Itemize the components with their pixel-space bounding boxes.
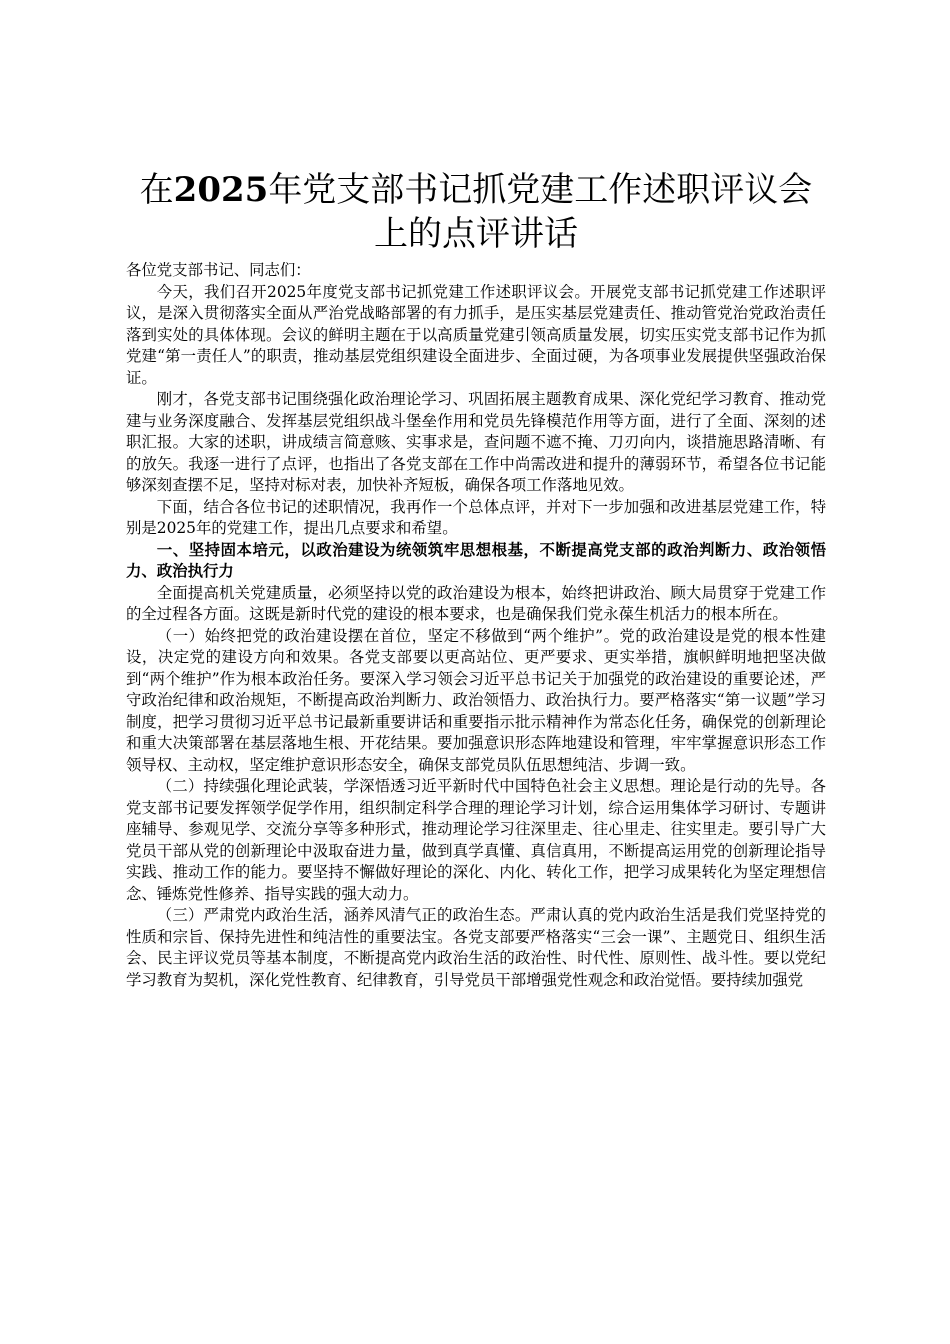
title-prefix: 在 [139,170,174,210]
intro-paragraph-3: 下面，结合各位书记的述职情况，我再作一个总体点评，并对下一步加强和改进基层党建工作，特别是2025年的党建工作，提出几点要求和希望。 [126,497,826,537]
section-1-paragraph-3: （二）持续强化理论武装，学深悟透习近平新时代中国特色社会主义思想。理论是行动的先导。各党支部书记要发挥领学促学作用，组织制定科学合理的理论学习计划，综合运用集体学习研讨、专题讲座辅导、参观见学、交流分享等多种形式，推动理论学习往深里走、往心里走、往实里走。要引导广大党员干部从党的创新理论中汲取奋进力量，做到真学真懂、真信真用，不断提高运用党的创新理论指导实践、推动工作的能力。要坚持不懈做好理论的深化、内化、转化工作，把学习成果转化为坚定理想信念、锤炼党性修养、指导实践的强大动力。 [126,777,826,903]
section-1-heading: 一、坚持固本培元，以政治建设为统领筑牢思想根基，不断提高党支部的政治判断力、政治领悟力、政治执行力 [126,540,826,580]
title-suffix: 年党支部书记抓党建工作述职评议会 [268,170,813,210]
intro-paragraph-1: 今天，我们召开2025年度党支部书记抓党建工作述职评议会。开展党支部书记抓党建工作述职评议，是深入贯彻落实全面从严治党战略部署的有力抓手，是压实基层党建责任、推动管党治党政治责任落到实处的具体体现。会议的鲜明主题在于以高质量党建引领高质量发展，切实压实党支部书记作为抓党建“第一责任人”的职责，推动基层党组织建设全面进步、全面过硬，为各项事业发展提供坚强政治保证。 [126,282,826,387]
salutation: 各位党支部书记、同志们： [126,261,311,279]
document-title [126,168,826,256]
section-1-paragraph-4: （三）严肃党内政治生活，涵养风清气正的政治生态。严肃认真的党内政治生活是我们党坚持党的性质和宗旨、保持先进性和纯洁性的重要法宝。各党支部要严格落实“三会一课”、主题党日、组织生活会、民主评议党员等基本制度，不断提高党内政治生活的政治性、时代性、原则性、战斗性。要以党纪学习教育为契机，深化党性教育、纪律教育，引导党员干部增强党性观念和政治觉悟。要持续加强党 [126,906,826,989]
intro-paragraph-2: 刚才，各党支部书记围绕强化政治理论学习、巩固拓展主题教育成果、深化党纪学习教育、推动党建与业务深度融合、发挥基层党组织战斗堡垒作用和党员先锋模范作用等方面，进行了全面、深刻的述职汇报。大家的述职，讲成绩言简意赅、实事求是，查问题不遮不掩、刀刃向内，谈措施思路清晰、有的放矢。我逐一进行了点评，也指出了各党支部在工作中尚需改进和提升的薄弱环节，希望各位书记能够深刻查摆不足，坚持对标对表，加快补齐短板，确保各项工作落地见效。 [126,390,826,494]
section-1-paragraph-1: 全面提高机关党建质量，必须坚持以党的政治建设为根本，始终把讲政治、顾大局贯穿于党建工作的全过程各方面。这既是新时代党的建设的根本要求，也是确保我们党永葆生机活力的根本所在。 [126,583,826,623]
section-1-paragraph-2: （一）始终把党的政治建设摆在首位，坚定不移做到“两个维护”。党的政治建设是党的根本性建设，决定党的建设方向和效果。各党支部要以更高站位、更严要求、更实举措，旗帜鲜明地把坚决做到“两个维护”作为根本政治任务。要深入学习领会习近平总书记关于加强党的政治建设的重要论述，严守政治纪律和政治规矩，不断提高政治判断力、政治领悟力、政治执行力。要严格落实“第一议题”学习制度，把学习贯彻习近平总书记最新重要讲话和重要指示批示精神作为常态化任务，确保党的创新理论和重大决策部署在基层落地生根、开花结果。要加强意识形态阵地建设和管理，牢牢掌握意识形态工作领导权、主动权，坚定维护意识形态安全，确保支部党员队伍思想纯洁、步调一致。 [126,626,826,774]
document-page [126,168,826,991]
title-year: 2025 [173,170,269,210]
title-line-2: 上的点评讲话 [374,214,578,254]
